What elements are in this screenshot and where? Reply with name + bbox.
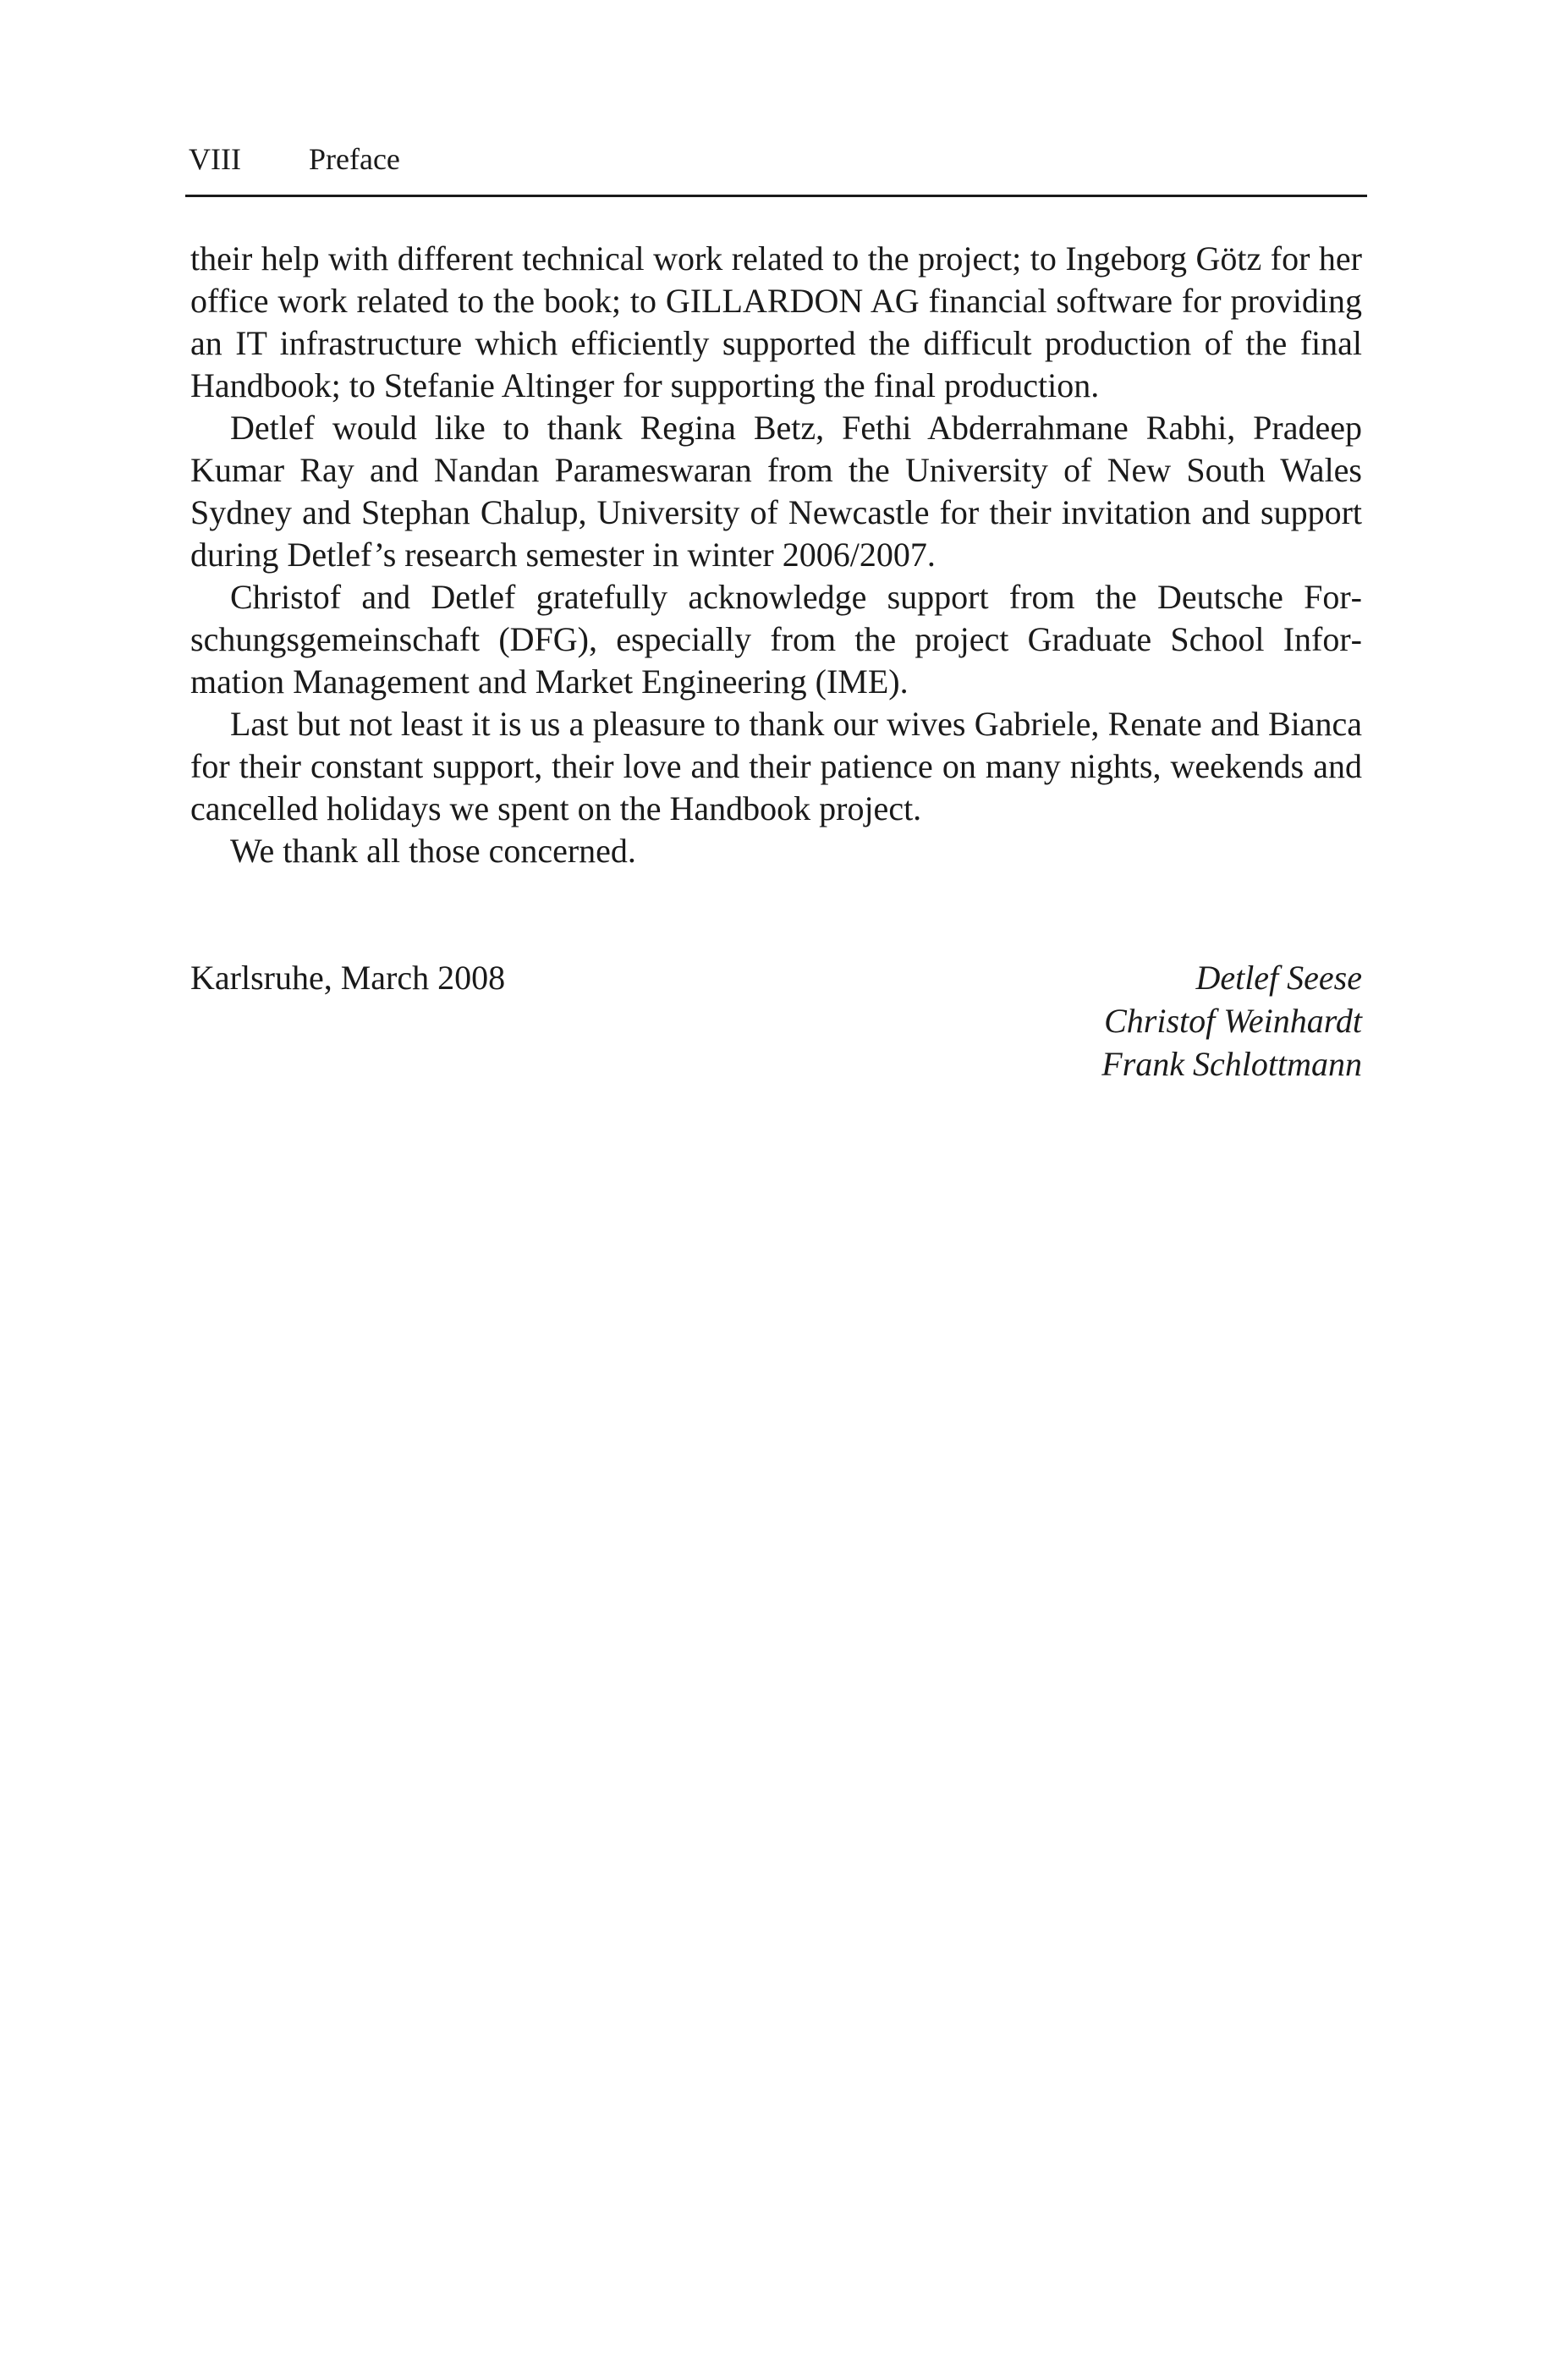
paragraph-detlef-thanks: Detlef would like to thank Regina Betz, Fethi Abderrahmane Rabhi, Pradeep Kumar Ray and Nandan Parameswaran from the University of New South Wales Sydney and Stephan Chalup, University of Newcastle for their invitation and support during Detlef’s research semester in winter 2006/2007. [190, 409, 1362, 574]
page-number: VIII [189, 142, 241, 176]
paragraph-wives-thanks: Last but not least it is us a pleasure to thank our wives Gabriele, Renate and Bianca for their constant support, their love and their patience on many nights, weekends and cancelled holidays we spent on the Handbook project. [190, 705, 1362, 827]
signatory-name: Frank Schlottmann [1101, 1045, 1362, 1083]
preface-body [190, 238, 1362, 872]
signatory-name: Christof Weinhardt [1104, 1002, 1362, 1040]
signatories [1101, 956, 1362, 1086]
running-head [189, 138, 1363, 189]
signatory-name: Detlef Seese [1195, 959, 1362, 997]
paragraph-closing-thanks: We thank all those concerned. [230, 832, 636, 870]
header-rule [185, 195, 1367, 197]
section-title: Preface [309, 142, 400, 176]
place-and-date: Karlsruhe, March 2008 [190, 959, 506, 997]
paragraph-dfg-support: Christof and Detlef gratefully acknowledge support from the Deutsche Forschungsgemeinschaft (DFG), especially from the project Graduate School Information Management and Market Engineering (IME). [190, 578, 1362, 701]
paragraph-acknowledgements-continued: their help with different technical work related to the project; to Ingeborg Götz for her office work related to the book; to GILLARDON AG financial software for providing an IT infrastructure which efficiently supported the difficult production of the final Handbook; to Stefanie Altinger for supporting the final production. [190, 239, 1362, 404]
